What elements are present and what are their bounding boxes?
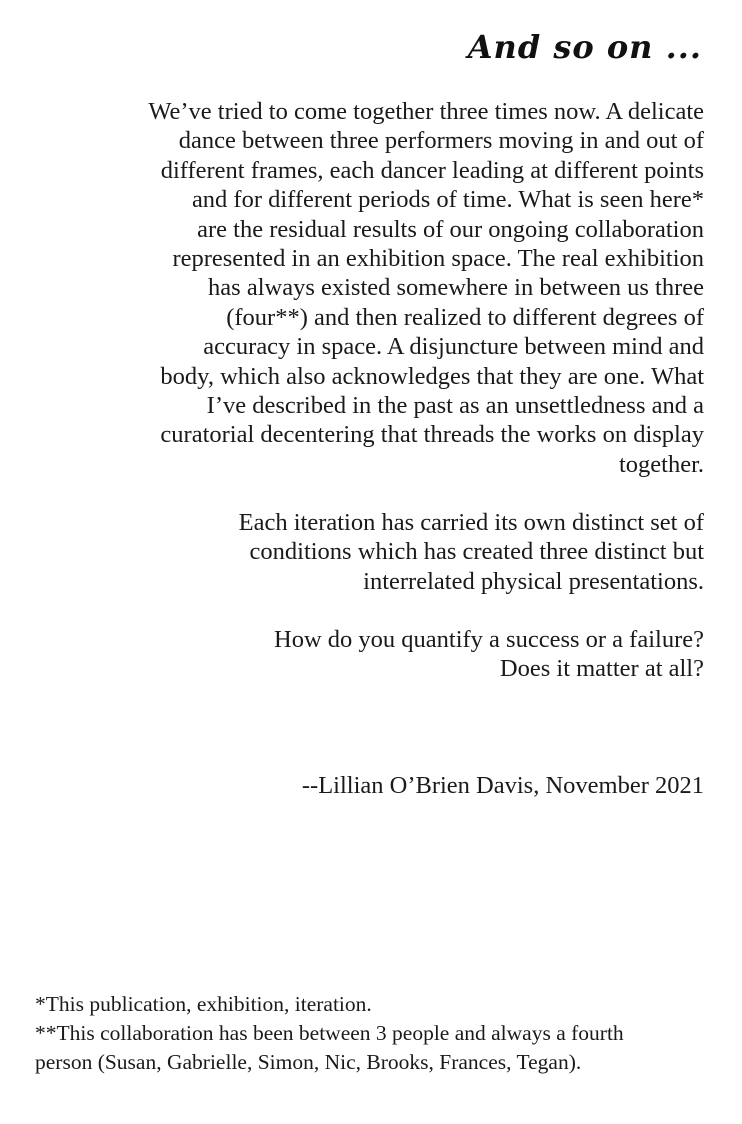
paragraph-line: interrelated physical presentations. [363, 567, 704, 595]
paragraph-line: We’ve tried to come together three times now. A delicate [148, 98, 704, 125]
paragraph-line: conditions which has created three distinct but [249, 538, 704, 566]
author-signature: --Lillian O’Brien Davis, November 2021 [301, 772, 704, 799]
iteration-paragraph [36, 508, 704, 596]
intro-paragraph [36, 97, 704, 479]
paragraph-line: has always existed somewhere in between us three [208, 274, 704, 302]
paragraph-line: represented in an exhibition space. The real exhibition [172, 245, 704, 273]
footnote-line: *This publication, exhibition, iteration. [35, 992, 372, 1016]
paragraph-line: dance between three performers moving in and out of [178, 127, 704, 155]
paragraph-line: How do you quantify a success or a failure? [274, 626, 704, 653]
paragraph-line: together. [618, 450, 704, 478]
paragraph-line: I’ve described in the past as an unsettledness and a [206, 392, 704, 420]
paragraph-line: curatorial decentering that threads the works on display [160, 421, 704, 449]
paragraph-line: accuracy in space. A disjuncture between mind and [203, 333, 704, 361]
paragraph-line: Each iteration has carried its own distinct set of [238, 509, 704, 536]
paragraph-line: Does it matter at all? [499, 655, 704, 683]
footnotes [35, 990, 715, 1077]
paragraph-line: (four**) and then realized to different degrees of [226, 303, 704, 331]
paragraph-line: and for different periods of time. What is seen here* [191, 186, 704, 214]
paragraph-line: different frames, each dancer leading at different points [160, 156, 704, 184]
footnote-line: person (Susan, Gabrielle, Simon, Nic, Brooks, Frances, Tegan). [35, 1050, 582, 1074]
paragraph-line: are the residual results of our ongoing collaboration [197, 215, 704, 243]
footnote-line: **This collaboration has been between 3 people and always a fourth [35, 1021, 624, 1045]
page-title: And so on ... [467, 28, 702, 66]
question-paragraph [36, 625, 704, 684]
paragraph-line: body, which also acknowledges that they are one. What [160, 362, 704, 390]
